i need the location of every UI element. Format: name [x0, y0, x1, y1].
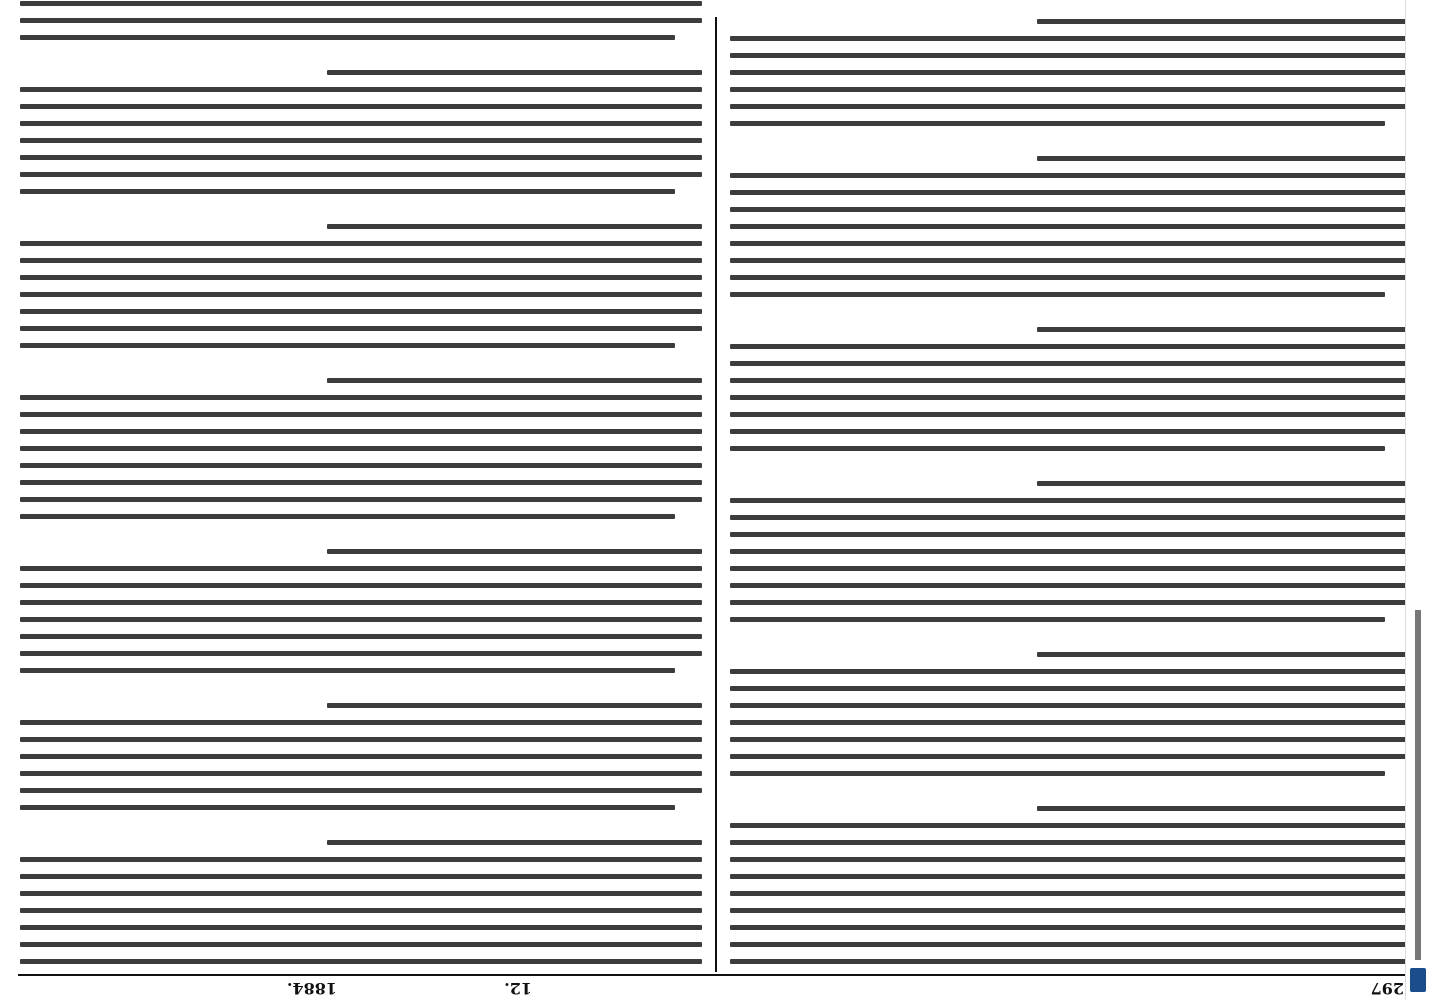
text-column-left [730, 24, 1412, 964]
page-header [0, 980, 1432, 1000]
text-line [730, 344, 1412, 349]
text-line [730, 258, 1412, 263]
text-line [20, 412, 702, 417]
text-line [730, 446, 1385, 451]
text-line [730, 669, 1412, 674]
text-line [20, 18, 702, 23]
text-line [20, 600, 702, 605]
text-line [20, 275, 702, 280]
text-line [20, 754, 702, 759]
text-line [730, 737, 1412, 742]
header-rule [18, 974, 1414, 976]
text-line [20, 651, 702, 656]
text-line [730, 36, 1412, 41]
text-line [20, 891, 702, 896]
text-line [20, 566, 702, 571]
text-line [20, 189, 675, 194]
paragraph-gap [20, 673, 702, 691]
text-line [730, 891, 1412, 896]
text-line [730, 190, 1412, 195]
text-line [20, 121, 702, 126]
text-line [730, 275, 1412, 280]
text-line [1037, 806, 1412, 811]
text-line [730, 104, 1412, 109]
text-line [730, 395, 1412, 400]
text-column-right [20, 24, 702, 964]
paragraph-gap [20, 348, 702, 366]
text-line [20, 1, 702, 6]
page-number: 297 [1370, 979, 1404, 998]
text-line [1037, 327, 1412, 332]
text-line [730, 720, 1412, 725]
text-line [20, 514, 675, 519]
text-line [730, 617, 1385, 622]
text-line [20, 258, 702, 263]
text-line [730, 498, 1412, 503]
paragraph-gap [20, 519, 702, 537]
text-line [20, 771, 702, 776]
header-year: 1884. [286, 979, 337, 998]
text-line [20, 737, 702, 742]
text-line [20, 908, 702, 913]
text-line [730, 942, 1412, 947]
text-line [327, 70, 702, 75]
text-line [20, 241, 702, 246]
paragraph-gap [730, 0, 1412, 7]
paragraph-gap [20, 194, 702, 212]
text-line [730, 549, 1412, 554]
text-line [1037, 156, 1412, 161]
text-line [20, 959, 702, 964]
text-line [20, 35, 675, 40]
text-line [327, 224, 702, 229]
text-line [20, 155, 702, 160]
text-line [20, 925, 702, 930]
text-line [730, 754, 1412, 759]
text-line [20, 583, 702, 588]
text-line [20, 446, 702, 451]
text-line [20, 634, 702, 639]
text-line [730, 686, 1412, 691]
text-line [730, 840, 1412, 845]
paragraph-gap [730, 126, 1412, 144]
text-line [730, 292, 1385, 297]
text-line [20, 429, 702, 434]
paragraph-gap [730, 776, 1412, 794]
text-line [20, 788, 702, 793]
text-line [20, 668, 675, 673]
text-line [327, 840, 702, 845]
text-line [327, 378, 702, 383]
text-line [20, 395, 702, 400]
digitization-footer [1405, 0, 1432, 1000]
text-line [730, 224, 1412, 229]
text-line [730, 703, 1412, 708]
text-line [20, 172, 702, 177]
paragraph-gap [730, 297, 1412, 315]
text-line [20, 309, 702, 314]
text-line [730, 583, 1412, 588]
text-line [730, 70, 1412, 75]
text-line [20, 720, 702, 725]
session-number: 12. [504, 979, 532, 998]
text-line [20, 138, 702, 143]
text-line [730, 412, 1412, 417]
text-line [730, 207, 1412, 212]
text-line [20, 326, 702, 331]
text-line [1037, 19, 1412, 24]
text-line [20, 104, 702, 109]
text-line [730, 566, 1412, 571]
text-line [327, 549, 702, 554]
text-line [730, 532, 1412, 537]
text-line [730, 874, 1412, 879]
paragraph-gap [730, 622, 1412, 640]
text-line [730, 361, 1412, 366]
text-line [730, 53, 1412, 58]
text-line [20, 874, 702, 879]
text-line [730, 173, 1412, 178]
text-line [327, 703, 702, 708]
text-line [730, 908, 1412, 913]
column-divider [715, 17, 717, 972]
text-line [20, 805, 675, 810]
text-line [20, 480, 702, 485]
text-line [730, 857, 1412, 862]
text-line [20, 87, 702, 92]
text-line [20, 617, 702, 622]
text-line [20, 942, 702, 947]
text-line [730, 771, 1385, 776]
text-line [730, 121, 1385, 126]
text-line [730, 925, 1412, 930]
text-line [730, 241, 1412, 246]
text-line [730, 429, 1412, 434]
paragraph-gap [20, 810, 702, 828]
text-line [730, 959, 1412, 964]
text-line [730, 823, 1412, 828]
text-line [1037, 652, 1412, 657]
dfg-logo-icon [1410, 968, 1426, 992]
text-line [730, 600, 1412, 605]
paragraph-gap [20, 40, 702, 58]
text-line [20, 857, 702, 862]
text-line [20, 463, 702, 468]
text-line [20, 343, 675, 348]
text-line [1037, 481, 1412, 486]
paragraph-gap [730, 451, 1412, 469]
text-line [730, 87, 1412, 92]
text-line [730, 515, 1412, 520]
text-line [20, 292, 702, 297]
text-line [730, 378, 1412, 383]
text-line [20, 497, 702, 502]
digitization-notice [1415, 610, 1421, 960]
